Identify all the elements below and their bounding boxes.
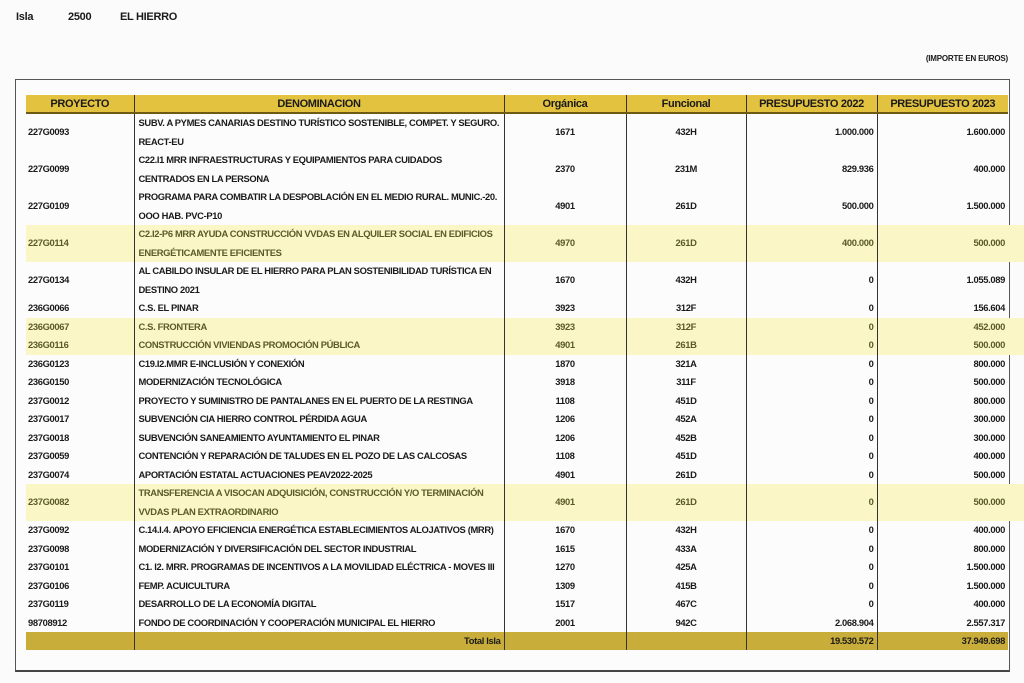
project-code-cell: 237G0082 — [26, 484, 134, 521]
table-row — [26, 429, 1008, 448]
project-code-cell: 236G0067 — [26, 318, 134, 337]
funcional-cell: 312F — [626, 318, 746, 337]
presupuesto-2023-cell: 452.000 — [877, 318, 1008, 337]
presupuesto-2022-cell: 2.068.904 — [746, 614, 877, 633]
presupuesto-2022-cell: 829.936 — [746, 151, 877, 188]
table-row — [26, 355, 1008, 374]
project-code-cell: 98708912 — [28, 616, 67, 628]
column-header-presupuesto-2023[interactable]: PRESUPUESTO 2023 — [877, 95, 1008, 113]
total-presupuesto-2022: 19.530.572 — [746, 632, 877, 650]
table-body — [26, 113, 1008, 650]
table-row — [26, 188, 1008, 225]
project-code-cell: 237G0018 — [28, 431, 69, 443]
organica-cell: 4901 — [504, 484, 626, 521]
funcional-cell: 467C — [626, 595, 746, 614]
table-row — [26, 577, 1008, 596]
island-name: EL HIERRO — [120, 11, 177, 23]
total-row — [26, 632, 1008, 650]
funcional-cell: 452B — [626, 429, 746, 448]
funcional-cell: 415B — [626, 577, 746, 596]
denomination-cell: PROGRAMA PARA COMBATIR LA DESPOBLACIÓN EN EL MEDIO RURAL. MUNIC.-20. OOO HAB. PVC-P10 — [134, 188, 504, 225]
table-row — [26, 373, 1008, 392]
presupuesto-2022-cell: 0 — [746, 262, 877, 299]
organica-cell: 4901 — [504, 466, 626, 485]
presupuesto-2022-cell: 500.000 — [746, 188, 877, 225]
funcional-cell: 261D — [626, 484, 746, 521]
presupuesto-2023-cell: 500.000 — [877, 225, 1008, 262]
presupuesto-2023-cell: 800.000 — [877, 392, 1008, 411]
denomination-cell: C2.I2-P6 MRR AYUDA CONSTRUCCIÓN VVDAS EN ALQUILER SOCIAL EN EDIFICIOS ENERGÉTICAMENTE EFICIENTES — [134, 225, 504, 262]
table-row — [26, 299, 1008, 318]
organica-cell: 4901 — [504, 188, 626, 225]
project-code-cell: 227G0134 — [28, 274, 69, 286]
presupuesto-2023-cell: 500.000 — [877, 484, 1008, 521]
denomination-cell: CONSTRUCCIÓN VIVIENDAS PROMOCIÓN PÚBLICA — [134, 336, 504, 355]
table-row — [26, 225, 1008, 262]
denomination-cell: MODERNIZACIÓN Y DIVERSIFICACIÓN DEL SECTOR INDUSTRIAL — [134, 540, 504, 559]
organica-cell: 1670 — [504, 262, 626, 299]
budget-table — [26, 95, 1008, 650]
table-row — [26, 595, 1008, 614]
funcional-cell: 321A — [626, 355, 746, 374]
presupuesto-2023-cell: 500.000 — [877, 373, 1008, 392]
presupuesto-2023-cell: 400.000 — [877, 521, 1008, 540]
funcional-cell: 261D — [626, 188, 746, 225]
project-code-cell: 237G0098 — [28, 542, 69, 554]
funcional-cell: 451D — [626, 447, 746, 466]
organica-cell: 1309 — [504, 577, 626, 596]
project-code-cell: 236G0150 — [28, 376, 69, 387]
organica-cell: 1517 — [504, 595, 626, 614]
presupuesto-2022-cell: 0 — [746, 373, 877, 392]
highlight-mark — [1008, 318, 1024, 337]
table-row — [26, 521, 1008, 540]
total-empty-cell — [626, 632, 746, 650]
table-row — [26, 336, 1008, 355]
presupuesto-2023-cell: 400.000 — [877, 447, 1008, 466]
column-header-presupuesto-2022[interactable]: PRESUPUESTO 2022 — [746, 95, 877, 113]
denomination-cell: PROYECTO Y SUMINISTRO DE PANTALANES EN EL PUERTO DE LA RESTINGA — [134, 392, 504, 411]
total-empty-cell — [504, 632, 626, 650]
table-row — [26, 151, 1008, 188]
denomination-cell: CONTENCIÓN Y REPARACIÓN DE TALUDES EN EL POZO DE LAS CALCOSAS — [134, 447, 504, 466]
denomination-cell: C.S. FRONTERA — [134, 318, 504, 337]
funcional-cell: 261D — [626, 466, 746, 485]
presupuesto-2022-cell: 0 — [746, 299, 877, 318]
currency-note: (IMPORTE EN EUROS) — [925, 54, 1008, 63]
funcional-cell: 942C — [626, 614, 746, 633]
funcional-cell: 432H — [626, 521, 746, 540]
presupuesto-2023-cell: 400.000 — [877, 595, 1008, 614]
table-row — [26, 540, 1008, 559]
island-code: 2500 — [68, 11, 92, 23]
presupuesto-2023-cell: 300.000 — [877, 410, 1008, 429]
denomination-cell: TRANSFERENCIA A VISOCAN ADQUISICIÓN, CONSTRUCCIÓN Y/O TERMINACIÓN VVDAS PLAN EXTRAORDINARIO — [134, 484, 504, 521]
project-code-cell: 227G0093 — [28, 126, 69, 138]
presupuesto-2022-cell: 1.000.000 — [746, 113, 877, 151]
presupuesto-2022-cell: 0 — [746, 540, 877, 559]
organica-cell: 4901 — [504, 336, 626, 355]
funcional-cell: 451D — [626, 392, 746, 411]
funcional-cell: 452A — [626, 410, 746, 429]
organica-cell: 4970 — [504, 225, 626, 262]
presupuesto-2022-cell: 0 — [746, 392, 877, 411]
presupuesto-2023-cell: 1.500.000 — [877, 577, 1008, 596]
funcional-cell: 433A — [626, 540, 746, 559]
column-header-funcional[interactable]: Funcional — [626, 95, 746, 113]
presupuesto-2023-cell: 1.500.000 — [877, 188, 1008, 225]
denomination-cell: C.14.I.4. APOYO EFICIENCIA ENERGÉTICA ESTABLECIMIENTOS ALOJATIVOS (MRR) — [134, 521, 504, 540]
project-code-cell: 236G0116 — [26, 336, 134, 355]
organica-cell: 1108 — [504, 392, 626, 411]
project-code-cell: 237G0017 — [28, 413, 69, 424]
presupuesto-2023-cell: 800.000 — [877, 540, 1008, 559]
total-empty-cell — [26, 632, 134, 650]
presupuesto-2023-cell: 1.500.000 — [877, 558, 1008, 577]
presupuesto-2022-cell: 0 — [746, 577, 877, 596]
column-header-proyecto[interactable]: PROYECTO — [26, 95, 134, 113]
column-header-organica[interactable]: Orgánica — [504, 95, 626, 113]
funcional-cell: 231M — [626, 151, 746, 188]
column-header-denominacion[interactable]: DENOMINACION — [134, 95, 504, 113]
highlight-mark — [1008, 225, 1024, 262]
funcional-cell: 261D — [626, 225, 746, 262]
project-code-cell: 237G0059 — [28, 450, 69, 461]
presupuesto-2022-cell: 0 — [746, 521, 877, 540]
table-row — [26, 392, 1008, 411]
project-code-cell: 237G0092 — [28, 524, 69, 535]
presupuesto-2023-cell: 300.000 — [877, 429, 1008, 448]
organica-cell: 1206 — [504, 429, 626, 448]
organica-cell: 1615 — [504, 540, 626, 559]
island-label: Isla — [16, 11, 34, 23]
presupuesto-2022-cell: 0 — [746, 355, 877, 374]
table-row — [26, 484, 1008, 521]
organica-cell: 1670 — [504, 521, 626, 540]
denomination-cell: C22.I1 MRR INFRAESTRUCTURAS Y EQUIPAMIENTOS PARA CUIDADOS CENTRADOS EN LA PERSONA — [134, 151, 504, 188]
organica-cell: 2001 — [504, 614, 626, 633]
presupuesto-2022-cell: 0 — [746, 318, 877, 337]
total-label: Total Isla — [134, 632, 504, 650]
island-header — [16, 11, 177, 23]
presupuesto-2022-cell: 0 — [746, 595, 877, 614]
organica-cell: 3923 — [504, 318, 626, 337]
presupuesto-2023-cell: 500.000 — [877, 336, 1008, 355]
presupuesto-2023-cell: 800.000 — [877, 355, 1008, 374]
funcional-cell: 261B — [626, 336, 746, 355]
project-code-cell: 237G0012 — [28, 394, 69, 406]
funcional-cell: 425A — [626, 558, 746, 577]
table-row — [26, 447, 1008, 466]
organica-cell: 1108 — [504, 447, 626, 466]
table-row — [26, 318, 1008, 337]
denomination-cell: C.S. EL PINAR — [134, 299, 504, 318]
table-header-row — [26, 95, 1008, 113]
table-row — [26, 466, 1008, 485]
presupuesto-2022-cell: 0 — [746, 336, 877, 355]
table-row — [26, 113, 1008, 151]
table-row — [26, 410, 1008, 429]
total-presupuesto-2023: 37.949.698 — [877, 632, 1008, 650]
table-row — [26, 558, 1008, 577]
highlight-mark — [1008, 484, 1024, 521]
project-code-cell: 236G0123 — [28, 357, 69, 369]
denomination-cell: FONDO DE COORDINACIÓN Y COOPERACIÓN MUNICIPAL EL HIERRO — [134, 614, 504, 633]
denomination-cell: C19.I2.MMR E-INCLUSIÓN Y CONEXIÓN — [134, 355, 504, 374]
project-code-cell: 236G0066 — [28, 302, 69, 313]
presupuesto-2022-cell: 0 — [746, 410, 877, 429]
organica-cell: 1270 — [504, 558, 626, 577]
organica-cell: 3923 — [504, 299, 626, 318]
project-code-cell: 237G0119 — [28, 598, 69, 609]
denomination-cell: SUBVENCIÓN SANEAMIENTO AYUNTAMIENTO EL PINAR — [134, 429, 504, 448]
presupuesto-2023-cell: 1.600.000 — [877, 113, 1008, 151]
funcional-cell: 311F — [626, 373, 746, 392]
denomination-cell: SUBV. A PYMES CANARIAS DESTINO TURÍSTICO SOSTENIBLE, COMPET. Y SEGURO. REACT-EU — [134, 113, 504, 151]
presupuesto-2023-cell: 156.604 — [877, 299, 1008, 318]
denomination-cell: FEMP. ACUICULTURA — [134, 577, 504, 596]
organica-cell: 3918 — [504, 373, 626, 392]
table-row — [26, 262, 1008, 299]
presupuesto-2022-cell: 0 — [746, 466, 877, 485]
presupuesto-2022-cell: 400.000 — [746, 225, 877, 262]
highlight-mark — [1008, 336, 1024, 355]
presupuesto-2022-cell: 0 — [746, 429, 877, 448]
presupuesto-2023-cell: 2.557.317 — [877, 614, 1008, 633]
presupuesto-2022-cell: 0 — [746, 447, 877, 466]
denomination-cell: C1. I2. MRR. PROGRAMAS DE INCENTIVOS A LA MOVILIDAD ELÉCTRICA - MOVES III — [134, 558, 504, 577]
denomination-cell: DESARROLLO DE LA ECONOMÍA DIGITAL — [134, 595, 504, 614]
table-row — [26, 614, 1008, 633]
denomination-cell: MODERNIZACIÓN TECNOLÓGICA — [134, 373, 504, 392]
organica-cell: 1206 — [504, 410, 626, 429]
organica-cell: 2370 — [504, 151, 626, 188]
organica-cell: 1870 — [504, 355, 626, 374]
presupuesto-2023-cell: 500.000 — [877, 466, 1008, 485]
project-code-cell: 237G0106 — [28, 579, 69, 591]
presupuesto-2023-cell: 400.000 — [877, 151, 1008, 188]
project-code-cell: 227G0099 — [28, 163, 69, 175]
funcional-cell: 432H — [626, 262, 746, 299]
project-code-cell: 237G0101 — [28, 561, 69, 572]
project-code-cell: 227G0109 — [28, 200, 69, 212]
denomination-cell: AL CABILDO INSULAR DE EL HIERRO PARA PLAN SOSTENIBILIDAD TURÍSTICA EN DESTINO 2021 — [134, 262, 504, 299]
denomination-cell: APORTACIÓN ESTATAL ACTUACIONES PEAV2022-2025 — [134, 466, 504, 485]
denomination-cell: SUBVENCIÓN CIA HIERRO CONTROL PÉRDIDA AGUA — [134, 410, 504, 429]
presupuesto-2022-cell: 0 — [746, 558, 877, 577]
funcional-cell: 312F — [626, 299, 746, 318]
funcional-cell: 432H — [626, 113, 746, 151]
project-code-cell: 227G0114 — [26, 225, 134, 262]
presupuesto-2023-cell: 1.055.089 — [877, 262, 1008, 299]
project-code-cell: 237G0074 — [28, 468, 69, 480]
presupuesto-2022-cell: 0 — [746, 484, 877, 521]
organica-cell: 1671 — [504, 113, 626, 151]
